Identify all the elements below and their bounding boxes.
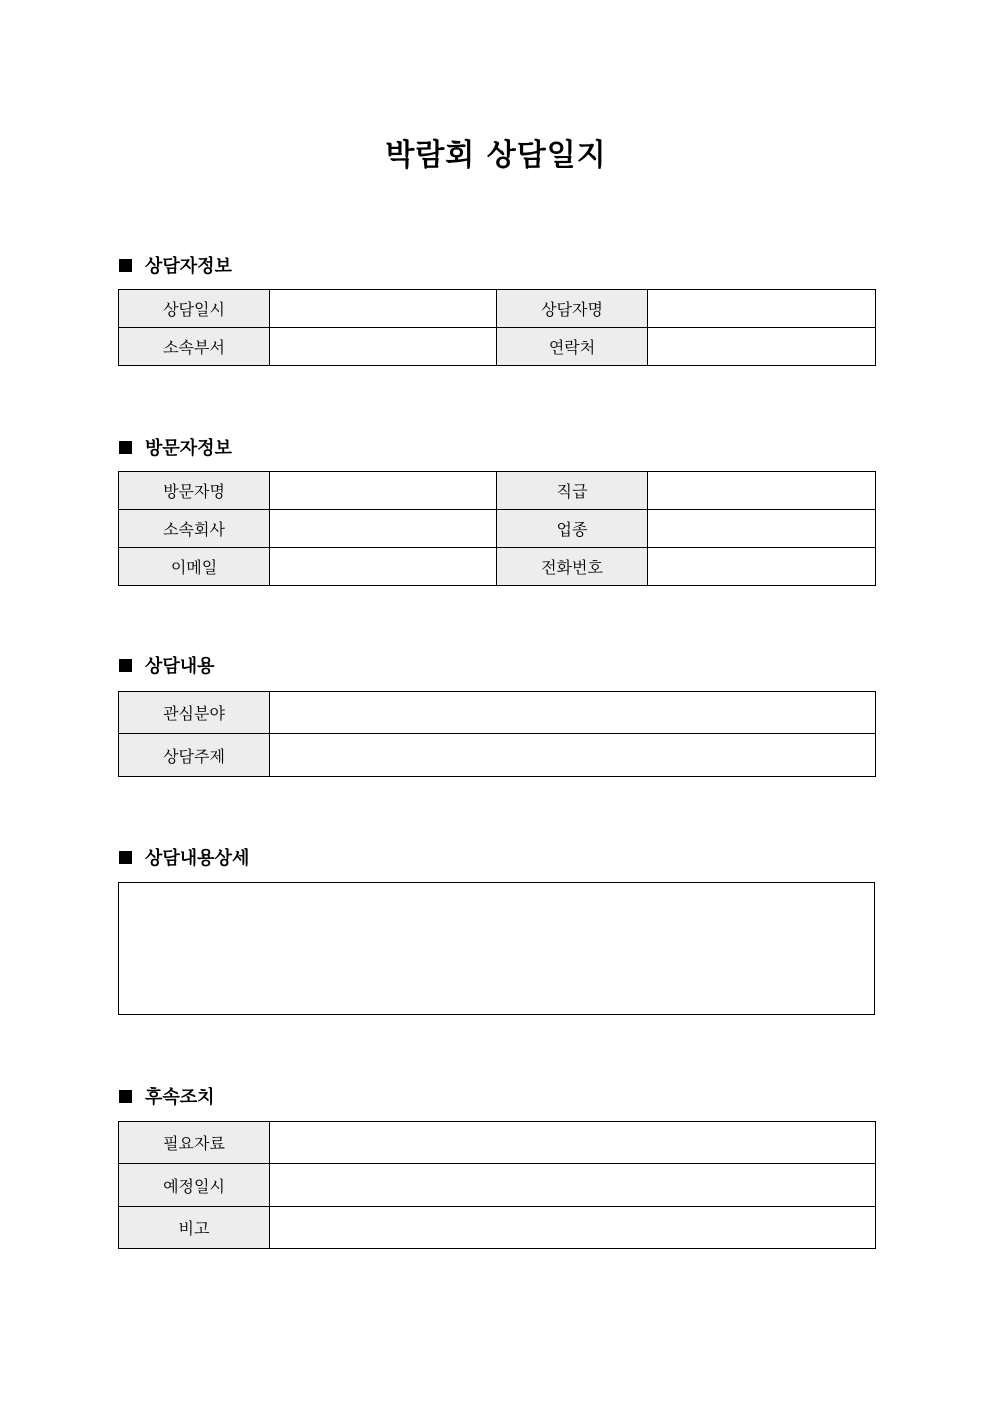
- phone-field[interactable]: [648, 548, 876, 586]
- phone-label: 전화번호: [497, 548, 648, 586]
- position-label: 직급: [497, 472, 648, 510]
- email-label: 이메일: [119, 548, 270, 586]
- scheduled-datetime-label: 예정일시: [119, 1164, 270, 1207]
- position-field[interactable]: [648, 472, 876, 510]
- interest-area-field[interactable]: [270, 692, 876, 734]
- email-field[interactable]: [270, 548, 497, 586]
- table-row: [119, 1164, 876, 1207]
- remarks-label: 비고: [119, 1207, 270, 1249]
- consultant-name-label: 상담자명: [497, 290, 648, 328]
- company-field[interactable]: [270, 510, 497, 548]
- company-label: 소속회사: [119, 510, 270, 548]
- consult-content-table: [118, 691, 876, 777]
- followup-heading-label: 후속조치: [145, 1087, 215, 1108]
- consultant-contact-label: 연락처: [497, 328, 648, 366]
- industry-label: 업종: [497, 510, 648, 548]
- table-row: [119, 510, 876, 548]
- table-row: [119, 734, 876, 777]
- industry-field[interactable]: [648, 510, 876, 548]
- followup-heading: [119, 1084, 215, 1108]
- consultant-contact-field[interactable]: [648, 328, 876, 366]
- scheduled-datetime-field[interactable]: [270, 1164, 876, 1207]
- consult-detail-heading-label: 상담내용상세: [145, 848, 250, 869]
- visitor-name-field[interactable]: [270, 472, 497, 510]
- table-row: [119, 290, 876, 328]
- table-row: [119, 548, 876, 586]
- table-row: [119, 472, 876, 510]
- square-bullet-icon: [119, 441, 132, 454]
- consult-content-heading: [119, 653, 215, 677]
- table-row: [119, 1207, 876, 1249]
- square-bullet-icon: [119, 1090, 132, 1103]
- department-field[interactable]: [270, 328, 497, 366]
- table-row: [119, 1122, 876, 1164]
- consult-datetime-label: 상담일시: [119, 290, 270, 328]
- visitor-info-table: [118, 471, 876, 586]
- consult-topic-label: 상담주제: [119, 734, 270, 777]
- followup-table: [118, 1121, 876, 1249]
- consult-datetime-field[interactable]: [270, 290, 497, 328]
- table-row: [119, 692, 876, 734]
- consultant-info-table: [118, 289, 876, 366]
- visitor-name-label: 방문자명: [119, 472, 270, 510]
- square-bullet-icon: [119, 659, 132, 672]
- consult-topic-field[interactable]: [270, 734, 876, 777]
- consult-detail-heading: [119, 845, 249, 869]
- consultant-info-heading-label: 상담자정보: [145, 256, 232, 277]
- document-title: 박람회 상담일지: [385, 138, 607, 173]
- table-row: [119, 328, 876, 366]
- department-label: 소속부서: [119, 328, 270, 366]
- consultant-name-field[interactable]: [648, 290, 876, 328]
- consultant-info-heading: [119, 253, 232, 277]
- square-bullet-icon: [119, 259, 132, 272]
- remarks-field[interactable]: [270, 1207, 876, 1249]
- visitor-info-heading-label: 방문자정보: [145, 438, 232, 459]
- required-materials-field[interactable]: [270, 1122, 876, 1164]
- consult-detail-textarea[interactable]: [118, 882, 875, 1015]
- consult-content-heading-label: 상담내용: [145, 656, 215, 677]
- required-materials-label: 필요자료: [119, 1122, 270, 1164]
- square-bullet-icon: [119, 851, 132, 864]
- visitor-info-heading: [119, 435, 232, 459]
- interest-area-label: 관심분야: [119, 692, 270, 734]
